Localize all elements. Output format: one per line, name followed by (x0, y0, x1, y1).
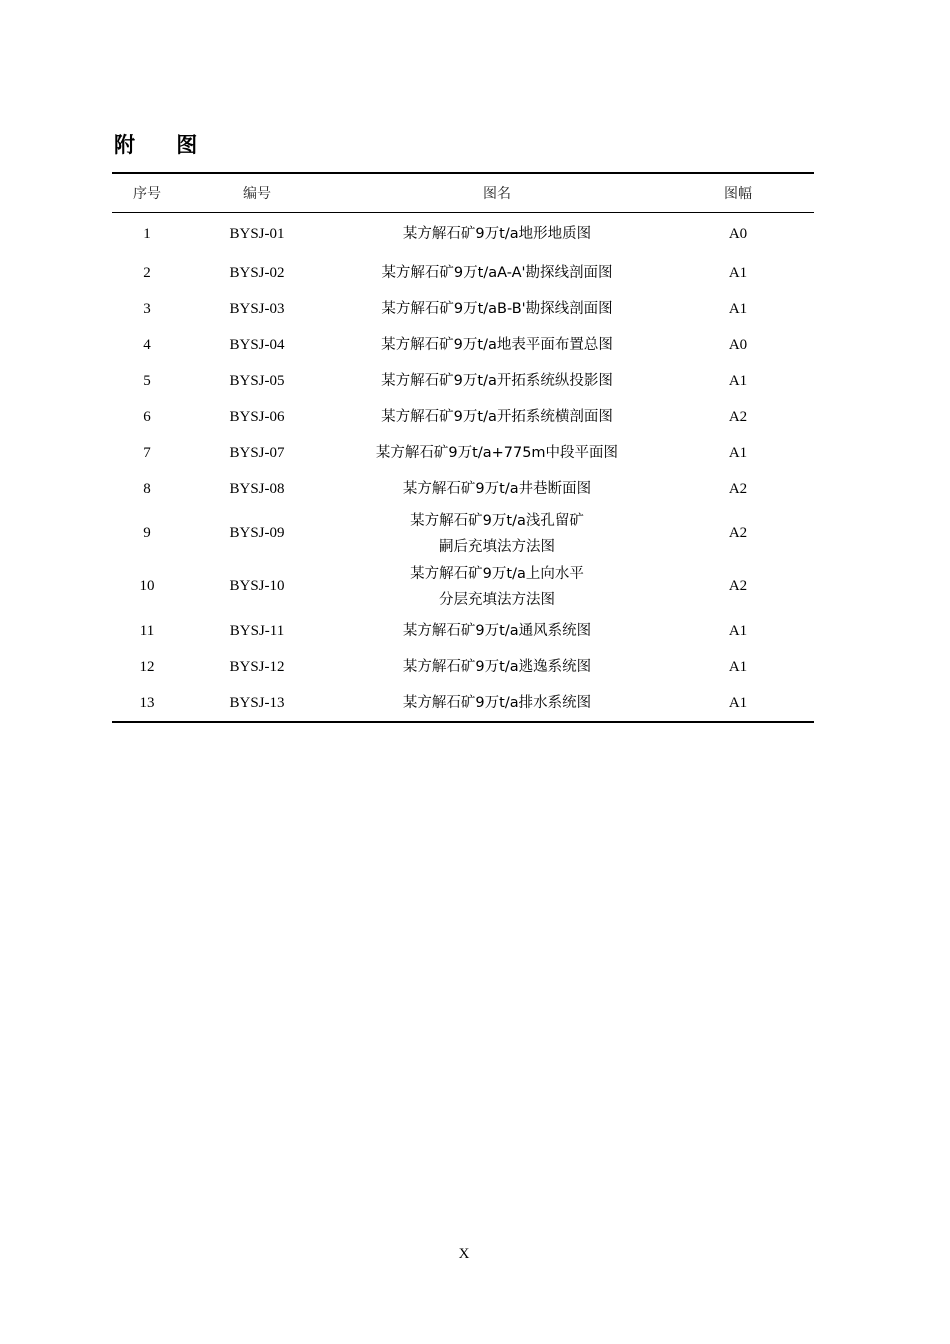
table-body (112, 213, 814, 723)
row-code: BYSJ-04 (229, 336, 285, 353)
row-number: 2 (143, 264, 151, 281)
row-number: 1 (143, 225, 151, 242)
row-drawing-name: 某方解石矿9万t/a逃逸系统图 (402, 659, 592, 675)
row-drawing-name: 某方解石矿9万t/a开拓系统纵投影图 (381, 373, 613, 389)
row-number: 9 (143, 525, 151, 541)
header-sheet-size: 图幅 (724, 186, 752, 202)
row-code: BYSJ-07 (229, 444, 285, 461)
row-number: 3 (143, 300, 151, 317)
row-number: 8 (143, 480, 151, 497)
row-sheet-size: A1 (728, 372, 748, 389)
row-code: BYSJ-10 (229, 578, 285, 594)
row-sheet-size: A2 (728, 525, 748, 541)
row-sheet-size: A0 (728, 336, 748, 353)
table-row (112, 399, 814, 435)
row-number: 12 (139, 658, 155, 675)
row-sheet-size: A2 (728, 578, 748, 594)
row-drawing-name: 某方解石矿9万t/aA-A'勘探线剖面图 (381, 265, 613, 281)
table-row (112, 435, 814, 471)
row-code: BYSJ-03 (229, 300, 285, 317)
header-number: 序号 (133, 186, 161, 202)
row-sheet-size: A1 (728, 444, 748, 461)
row-drawing-name: 某方解石矿9万t/a上向水平 分层充填法方法图 (410, 565, 584, 608)
row-sheet-size: A1 (728, 622, 748, 639)
row-sheet-size: A0 (728, 225, 748, 242)
header-drawing-name: 图名 (483, 186, 511, 202)
row-number: 5 (143, 372, 151, 389)
row-number: 7 (143, 444, 151, 461)
row-code: BYSJ-13 (229, 694, 285, 711)
row-code: BYSJ-06 (229, 408, 285, 425)
row-drawing-name: 某方解石矿9万t/a开拓系统横剖面图 (381, 409, 613, 425)
table-row (112, 291, 814, 327)
table-header (112, 173, 814, 213)
row-drawing-name: 某方解石矿9万t/a井巷断面图 (402, 481, 592, 497)
header-code: 编号 (243, 186, 271, 202)
table-row (112, 613, 814, 649)
drawings-table-container (112, 172, 814, 723)
row-drawing-name: 某方解石矿9万t/a地形地质图 (402, 226, 592, 242)
row-number: 11 (139, 622, 155, 639)
row-number: 13 (139, 694, 155, 711)
table-row (112, 507, 814, 560)
row-sheet-size: A1 (728, 658, 748, 675)
row-code: BYSJ-05 (229, 372, 285, 389)
row-drawing-name: 某方解石矿9万t/aB-B'勘探线剖面图 (381, 301, 613, 317)
page-title: 附 图 (114, 133, 215, 157)
row-sheet-size: A1 (728, 264, 748, 281)
table-row (112, 685, 814, 722)
row-code: BYSJ-02 (229, 264, 285, 281)
table-row (112, 363, 814, 399)
page-number: X (458, 1246, 470, 1262)
drawings-table (112, 172, 814, 723)
row-code: BYSJ-12 (229, 658, 285, 675)
table-row (112, 560, 814, 613)
table-row (112, 471, 814, 507)
header-row (112, 173, 814, 213)
row-code: BYSJ-09 (229, 525, 285, 541)
row-drawing-name: 某方解石矿9万t/a地表平面布置总图 (381, 337, 613, 353)
row-code: BYSJ-08 (229, 480, 285, 497)
row-drawing-name: 某方解石矿9万t/a通风系统图 (402, 623, 592, 639)
row-drawing-name: 某方解石矿9万t/a浅孔留矿 嗣后充填法方法图 (410, 512, 584, 555)
row-number: 10 (139, 578, 155, 594)
table-row (112, 327, 814, 363)
table-row (112, 649, 814, 685)
row-number: 6 (143, 408, 151, 425)
row-sheet-size: A1 (728, 300, 748, 317)
row-sheet-size: A1 (728, 694, 748, 711)
row-code: BYSJ-11 (229, 622, 285, 639)
row-sheet-size: A2 (728, 480, 748, 497)
row-drawing-name: 某方解石矿9万t/a+775m中段平面图 (375, 445, 619, 461)
row-sheet-size: A2 (728, 408, 748, 425)
row-drawing-name: 某方解石矿9万t/a排水系统图 (402, 695, 592, 711)
row-code: BYSJ-01 (229, 225, 285, 242)
table-row (112, 213, 814, 256)
row-number: 4 (143, 336, 151, 353)
table-row (112, 255, 814, 291)
